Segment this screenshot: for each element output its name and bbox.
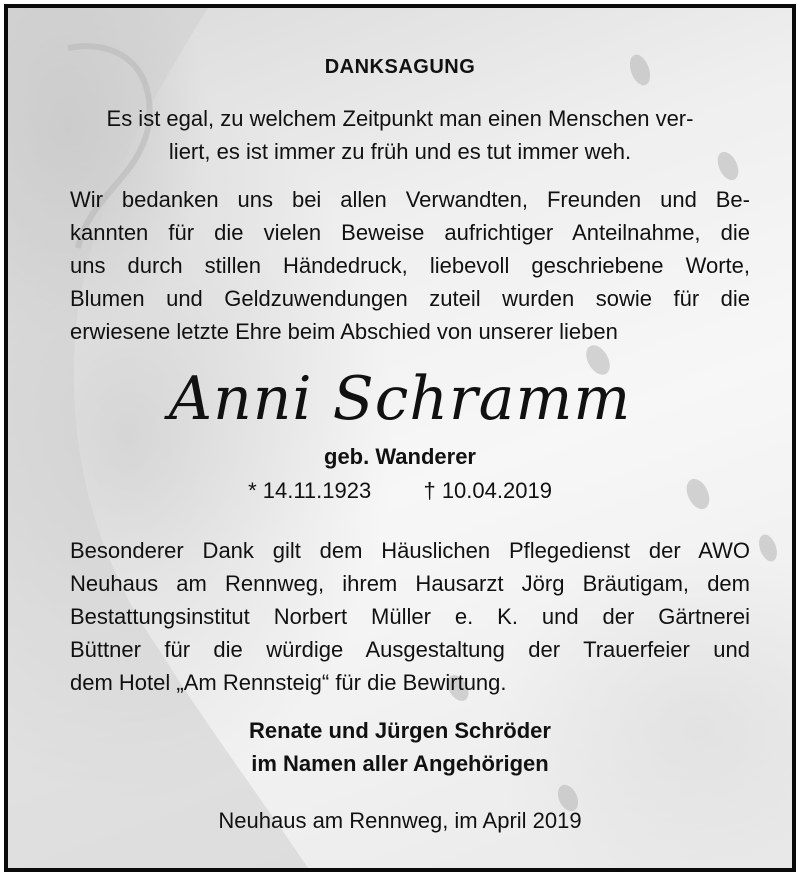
life-dates bbox=[8, 478, 792, 504]
thanks-line-3: uns durch stillen Händedruck, liebevoll geschriebene Worte, bbox=[70, 253, 750, 278]
signatory-line-1: Renate und Jürgen Schröder bbox=[249, 718, 551, 743]
thanks-line-5: erwiesene letzte Ehre beim Abschied von unserer lieben bbox=[70, 319, 618, 344]
intro-line-2: liert, es ist immer zu früh und es tut immer weh. bbox=[168, 139, 632, 164]
thanks-line-1: Wir bedanken uns bei allen Verwandten, Freunden und Be- bbox=[70, 187, 750, 212]
maiden-name: geb. Wanderer bbox=[324, 444, 476, 469]
intro-line-1: Es ist egal, zu welchem Zeitpunkt man einen Menschen ver- bbox=[106, 106, 694, 131]
deceased-name: Anni Schramm bbox=[168, 364, 632, 434]
place-date: Neuhaus am Rennweg, im April 2019 bbox=[218, 808, 582, 833]
special-thanks-line-5: dem Hotel „Am Rennsteig“ für die Bewirtung. bbox=[70, 670, 507, 695]
obituary-card bbox=[4, 4, 796, 872]
special-thanks-line-4: Büttner für die würdige Ausgestaltung der Trauerfeier und bbox=[70, 637, 750, 662]
special-thanks-line-1: Besonderer Dank gilt dem Häuslichen Pflegedienst der AWO bbox=[70, 538, 750, 563]
signatory-line-2: im Namen aller Angehörigen bbox=[251, 751, 549, 776]
special-thanks-line-2: Neuhaus am Rennweg, ihrem Hausarzt Jörg Bräutigam, dem bbox=[70, 571, 750, 596]
birth-date: * 14.11.1923 bbox=[248, 478, 372, 503]
notice-content bbox=[8, 8, 792, 868]
thanks-line-4: Blumen und Geldzuwendungen zuteil wurden sowie für die bbox=[70, 286, 750, 311]
notice-heading: DANKSAGUNG bbox=[324, 56, 476, 78]
thanks-line-2: kannten für die vielen Beweise aufrichtiger Anteilnahme, die bbox=[70, 220, 750, 245]
death-date: † 10.04.2019 bbox=[423, 478, 552, 503]
special-thanks-line-3: Bestattungsinstitut Norbert Müller e. K. und der Gärtnerei bbox=[70, 604, 750, 629]
